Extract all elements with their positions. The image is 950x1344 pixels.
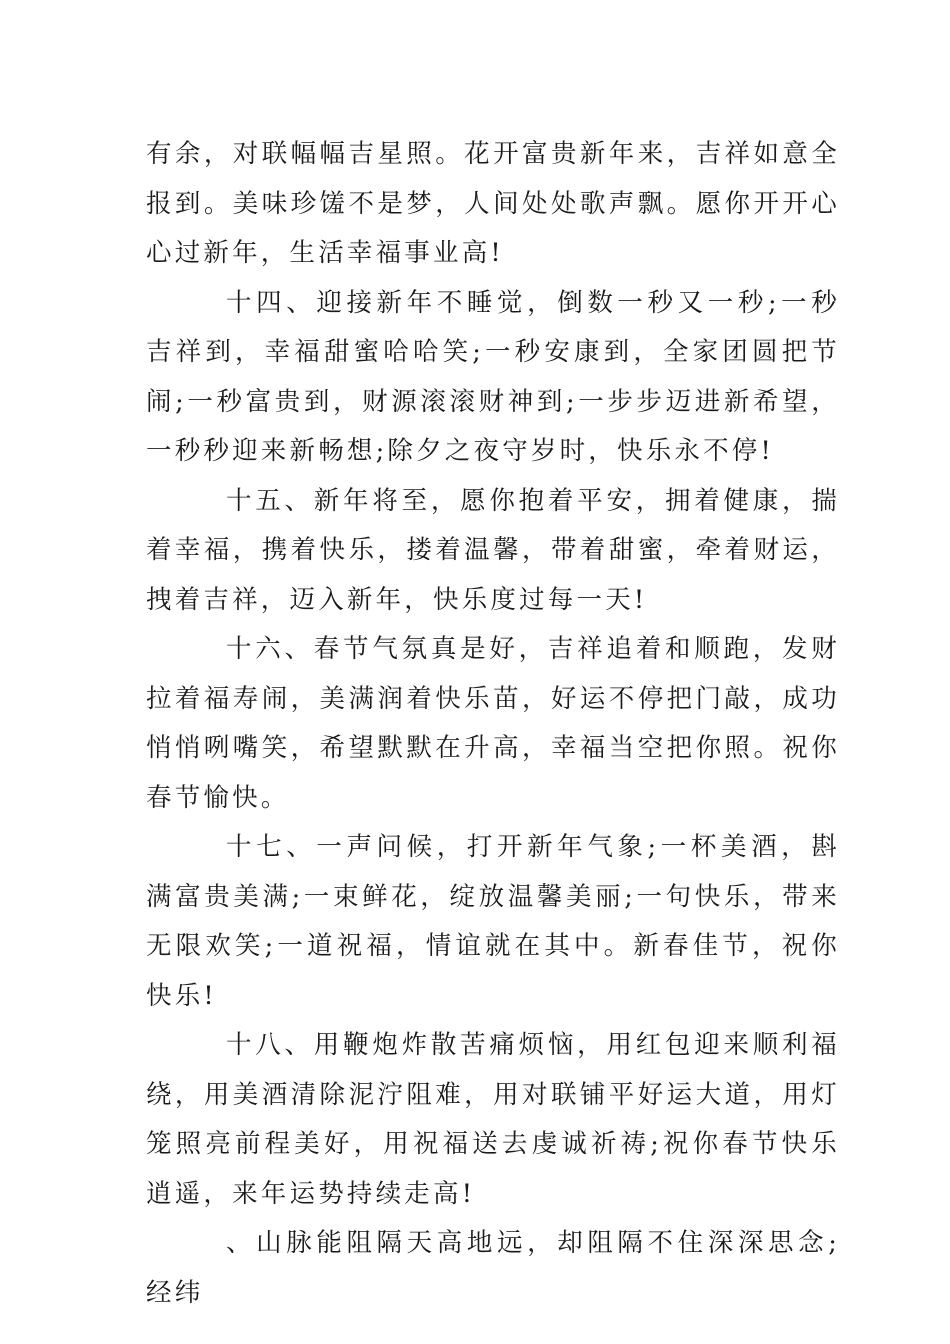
- paragraph-17: 十七、一声问候，打开新年气象;一杯美酒，斟满富贵美满;一束鲜花，绽放温馨美丽;一句快乐，带来无限欢笑;一道祝福，情谊就在其中。新春佳节，祝你快乐!: [146, 832, 840, 1011]
- paragraph-18: 十八、用鞭炮炸散苦痛烦恼，用红包迎来顺利福绕，用美酒清除泥泞阻难，用对联铺平好运大道，用灯笼照亮前程美好，用祝福送去虔诚祈祷;祝你春节快乐逍遥，来年运势持续走高!: [146, 1030, 840, 1209]
- paragraph-continuation: 有余，对联幅幅吉星照。花开富贵新年来，吉祥如意全报到。美味珍馐不是梦，人间处处歌声飘。愿你开开心心过新年，生活幸福事业高!: [146, 139, 840, 268]
- paragraph-19-partial: 、山脉能阻隔天高地远，却阻隔不住深深思念;经纬: [146, 1228, 840, 1308]
- paragraph-16: 十六、春节气氛真是好，吉祥追着和顺跑，发财拉着福寿闹，美满润着快乐苗，好运不停把门敲，成功悄悄咧嘴笑，希望默默在升高，幸福当空把你照。祝你春节愉快。: [146, 634, 840, 813]
- paragraph-15: 十五、新年将至，愿你抱着平安，拥着健康，揣着幸福，携着快乐，搂着温馨，带着甜蜜，牵着财运，拽着吉祥，迈入新年，快乐度过每一天!: [146, 485, 840, 615]
- document-body: [146, 130, 840, 1318]
- paragraph-14: 十四、迎接新年不睡觉，倒数一秒又一秒;一秒吉祥到，幸福甜蜜哈哈笑;一秒安康到，全家团圆把节闹;一秒富贵到，财源滚滚财神到;一步步迈进新希望，一秒秒迎来新畅想;除夕之夜守岁时，快乐永不停!: [146, 287, 840, 466]
